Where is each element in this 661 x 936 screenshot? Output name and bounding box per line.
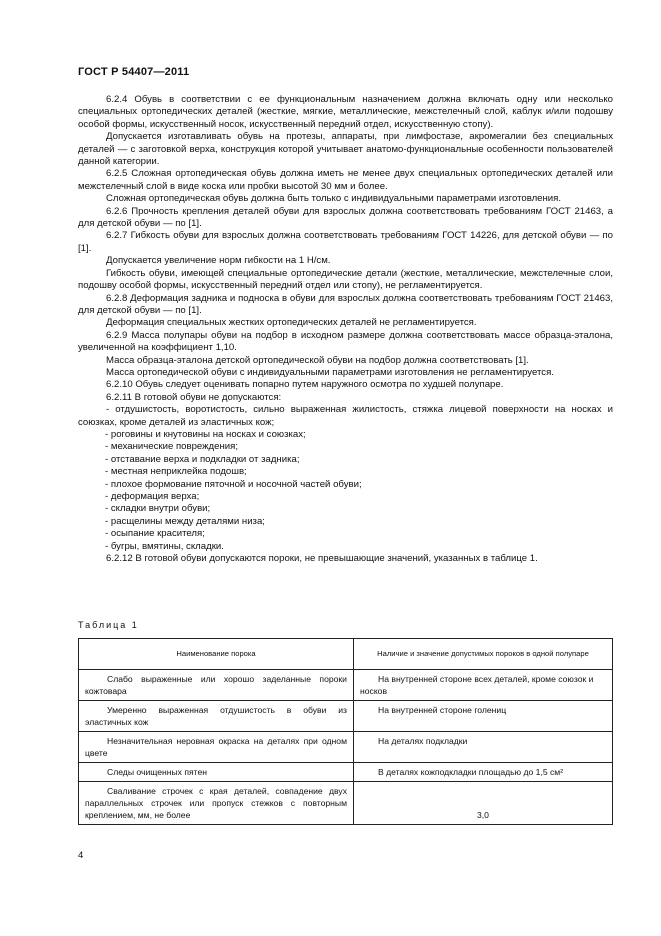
- value-cell: В деталях кожподкладки площадью до 1,5 см²: [354, 763, 613, 782]
- defect-cell: Умеренно выраженная отдушистость в обуви из эластичных кож: [79, 701, 354, 732]
- list-item: - расщелины между деталями низа;: [105, 515, 265, 527]
- table-row: [79, 732, 613, 763]
- value-cell: На внутренней стороне всех деталей, кроме союзок и носков: [354, 670, 613, 701]
- paragraph: 6.2.5 Сложная ортопедическая обувь должна иметь не менее двух специальных ортопедических деталей или межстелечный слой в виде коска или пробки высотой 30 мм и более.: [78, 168, 613, 192]
- list-item: - бугры, вмятины, складки.: [105, 540, 224, 552]
- defect-cell: Сваливание строчек с края деталей, совпадение двух параллельных строчек или пропуск стежков с повторным креплением, мм, не более: [79, 782, 354, 825]
- list-item: - отдушистость, воротистость, сильно выраженная жилистость, стяжка лицевой поверхности на носках и союзках, кроме деталей из эластичных кож;: [78, 404, 613, 428]
- column-header-defect: Наименование порока: [79, 639, 354, 670]
- paragraph: Допускается изготавливать обувь на протезы, аппараты, при лимфостазе, акромегалии без специальных деталей — с заготовкой верха, конструкция которой учитывает анатомо-функциональные особенности пользователей данной категории.: [78, 131, 613, 168]
- body-text: [78, 94, 613, 565]
- list-item: - осыпание красителя;: [105, 528, 205, 540]
- paragraph: Допускается увеличение норм гибкости на 1 Н/см.: [106, 255, 331, 267]
- table-row: [79, 782, 613, 825]
- paragraph: 6.2.11 В готовой обуви не допускаются:: [106, 391, 282, 403]
- value-cell: На деталях подкладки: [354, 732, 613, 763]
- list-item: - плохое формование пяточной и носочной частей обуви;: [105, 478, 362, 490]
- paragraph: 6.2.9 Масса полупары обуви на подбор в исходном размере должна соответствовать массе образца-эталона, увеличенной на коэффициент 1,10.: [78, 329, 613, 354]
- defect-cell: Следы очищенных пятен: [79, 763, 354, 782]
- document-header: ГОСТ Р 54407—2011: [78, 66, 190, 78]
- paragraph: Деформация специальных жестких ортопедических деталей не регламентируется.: [106, 317, 477, 329]
- list-item: - складки внутри обуви;: [105, 503, 211, 515]
- paragraph: 6.2.6 Прочность крепления деталей обуви для взрослых должна соответствовать требованиям ГОСТ 21463, а для детской обуви — по [1].: [78, 205, 613, 230]
- list-item: - отставание верха и подкладки от задника;: [105, 453, 300, 465]
- paragraph: 6.2.8 Деформация задника и подноска в обуви для взрослых должна соответствовать требованиям ГОСТ 21463, для детской обуви — по [1].: [78, 292, 613, 316]
- table-row: [79, 670, 613, 701]
- table-row: [79, 701, 613, 732]
- defect-cell: Слабо выраженные или хорошо заделанные пороки кожтовара: [79, 670, 354, 701]
- paragraph: 6.2.12 В готовой обуви допускаются пороки, не превышающие значений, указанных в таблице 1.: [106, 553, 538, 565]
- value-cell: На внутренней стороне голениц: [354, 701, 613, 732]
- table-caption: Таблица 1: [78, 620, 139, 630]
- paragraph: 6.2.7 Гибкость обуви для взрослых должна соответствовать требованиям ГОСТ 14226, для детской обуви — по [1].: [78, 230, 613, 254]
- value-cell: 3,0: [354, 782, 613, 825]
- paragraph: 6.2.10 Обувь следует оценивать попарно путем наружного осмотра по худшей полупаре.: [106, 379, 504, 391]
- paragraph: Масса ортопедической обуви с индивидуальными параметрами изготовления не регламентируется.: [106, 366, 554, 378]
- defect-cell: Незначительная неровная окраска на деталях при одном цвете: [79, 732, 354, 763]
- table-header-row: [79, 639, 613, 670]
- paragraph: 6.2.4 Обувь в соответствии с ее функциональным назначением должна включать одну или несколько специальных ортопедических деталей (жесткие, мягкие, металлические, межстелечный слой, каблук и/или подошву особой формы, искусственный носок, искусственный передний отдел, искусственную стопу).: [78, 94, 613, 130]
- paragraph: Сложная ортопедическая обувь должна быть только с индивидуальными параметрами изготовления.: [106, 193, 562, 205]
- paragraph: Масса образца-эталона детской ортопедической обуви на подбор должна соответствовать [1].: [106, 354, 529, 366]
- page-number: 4: [78, 850, 84, 861]
- list-item: - местная неприклейка подошв;: [105, 466, 247, 478]
- column-header-value: Наличие и значение допустимых пороков в одной полупаре: [354, 639, 613, 670]
- list-item: - роговины и кнутовины на носках и союзках;: [105, 428, 306, 440]
- list-item: - механические повреждения;: [105, 441, 239, 453]
- table-row: [79, 763, 613, 782]
- defects-table: [78, 638, 613, 825]
- paragraph: Гибкость обуви, имеющей специальные ортопедические детали (жесткие, металлические, межстелечные слои, подошву особой формы, искусственный передний отдел или стопу), не регламентируется.: [78, 267, 613, 292]
- list-item: - деформация верха;: [105, 491, 200, 502]
